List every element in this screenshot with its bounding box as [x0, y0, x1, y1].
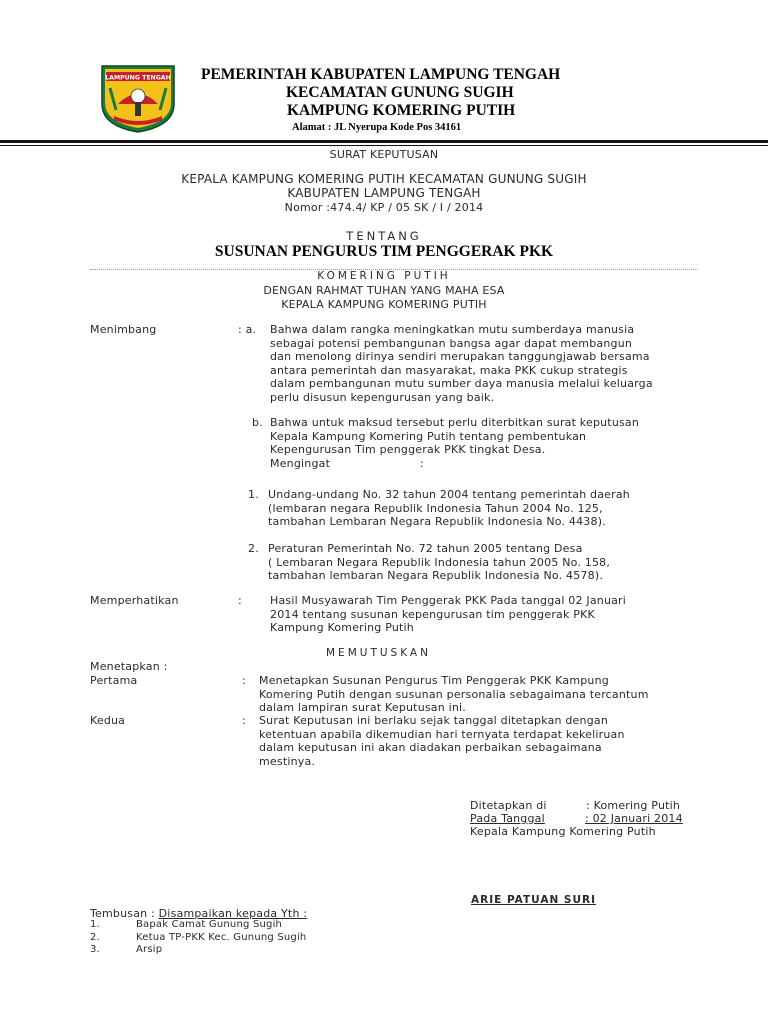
- pertama-text: [259, 674, 649, 715]
- list-item: [90, 944, 306, 957]
- list-item-text: Arsip: [136, 944, 163, 955]
- mengingat-item-1-number: 1.: [248, 488, 259, 501]
- pertama-colon: :: [242, 674, 246, 687]
- paragraph-line: Kepengurusan Tim penggerak PKK tingkat Desa.: [270, 443, 546, 457]
- header-government: PEMERINTAH KABUPATEN LAMPUNG TENGAH: [201, 66, 561, 83]
- header-district: KECAMATAN GUNUNG SUGIH: [286, 84, 514, 101]
- decree-authority-2: KABUPATEN LAMPUNG TENGAH: [287, 186, 481, 200]
- menimbang-a-text: [270, 323, 653, 405]
- tembusan-label: Tembusan :: [90, 907, 155, 920]
- decree-authority-1: KEPALA KAMPUNG KOMERING PUTIH KECAMATAN GUNUNG SUGIH: [181, 172, 587, 186]
- paragraph-line: Kepala Kampung Komering Putih tentang pembentukan: [270, 429, 587, 443]
- mengingat-item-1-text: [268, 488, 630, 529]
- ditetapkan-value: : Komering Putih: [586, 799, 681, 812]
- list-item-number: 3.: [90, 944, 100, 955]
- menimbang-label: Menimbang: [90, 323, 157, 336]
- header-address: Alamat : JL Nyerupa Kode Pos 34161: [292, 122, 462, 133]
- pertama-label: Pertama: [90, 674, 138, 687]
- paragraph-line: Bahwa dalam rangka meningkatkan mutu sumberdaya manusia: [270, 323, 635, 336]
- paragraph-line: dalam lampiran surat Keputusan ini.: [259, 701, 466, 715]
- paragraph-line: dalam pembangunan mutu sumber daya manusia melalui keluarga: [270, 377, 653, 391]
- mengingat-item-2-number: 2.: [248, 542, 259, 555]
- decree-subject: SUSUNAN PENGURUS TIM PENGGERAK PKK: [214, 243, 554, 260]
- mengingat-colon: :: [420, 457, 424, 470]
- memutuskan-heading: MEMUTUSKAN: [326, 647, 431, 659]
- tanggal-value: : 02 Januari 2014: [585, 812, 683, 825]
- paragraph-line: tambahan lembaran Negara Republik Indonesia No. 4578).: [268, 569, 604, 583]
- regency-emblem-icon: [100, 64, 176, 134]
- memperhatikan-text: [270, 594, 626, 635]
- paragraph-line: sebagai potensi pembangunan bangsa agar dapat membangun: [270, 336, 633, 350]
- tanggal-label: Pada Tanggal: [470, 812, 545, 825]
- memperhatikan-label: Memperhatikan: [90, 594, 179, 607]
- decree-number: Nomor :474.4/ KP / 05 SK / I / 2014: [284, 201, 484, 214]
- decree-title: SURAT KEPUTUSAN: [329, 148, 439, 161]
- paragraph-line: Bahwa untuk maksud tersebut perlu diterbitkan surat keputusan: [270, 416, 640, 429]
- list-item-text: Bapak Camat Gunung Sugih: [136, 919, 283, 930]
- paragraph-line: Peraturan Pemerintah No. 72 tahun 2005 tentang Desa: [268, 542, 583, 555]
- paragraph-line: Surat Keputusan ini berlaku sejak tanggal ditetapkan dengan: [259, 714, 608, 727]
- header-village: KAMPUNG KOMERING PUTIH: [287, 102, 516, 119]
- decree-tentang: TENTANG: [346, 229, 422, 243]
- paragraph-line: Komering Putih dengan susunan personalia sebagaimana tercantum: [259, 687, 649, 701]
- emblem-banner-text: LAMPUNG TENGAH: [105, 74, 171, 82]
- list-item-text: Ketua TP-PKK Kec. Gunung Sugih: [136, 931, 307, 943]
- memperhatikan-colon: :: [238, 594, 242, 607]
- list-item-number: 1.: [90, 919, 100, 930]
- list-item: [90, 932, 306, 945]
- ditetapkan-label: Ditetapkan di: [470, 799, 547, 812]
- paragraph-line: antara pemerintah dan masyarakat, maka PKK cukup strategis: [270, 363, 628, 377]
- tembusan-list: [90, 919, 306, 957]
- decree-kepala: KEPALA KAMPUNG KOMERING PUTIH: [281, 298, 487, 311]
- paragraph-line: mestinya.: [259, 754, 316, 768]
- paragraph-line: Kampung Komering Putih: [270, 621, 414, 635]
- list-item: [90, 919, 306, 932]
- kedua-colon: :: [242, 714, 246, 727]
- mengingat-label: Mengingat: [270, 457, 331, 470]
- kedua-text: [259, 714, 625, 768]
- paragraph-line: Menetapkan Susunan Pengurus Tim Penggerak PKK Kampung: [259, 674, 609, 687]
- menimbang-b-text: [270, 416, 639, 457]
- paragraph-line: perlu disusun kepengurusan yang baik.: [270, 390, 495, 404]
- tembusan-recipients-link[interactable]: Disampaikan kepada Yth :: [158, 907, 308, 920]
- paragraph-line: ketentuan apabila dikemudian hari ternyata terdapat kekeliruan: [259, 727, 625, 741]
- decree-rahmat: DENGAN RAHMAT TUHAN YANG MAHA ESA: [263, 284, 505, 297]
- menetapkan-label: Menetapkan :: [90, 660, 168, 673]
- paragraph-line: 2014 tentang susunan kepengurusan tim penggerak PKK: [270, 607, 595, 621]
- paragraph-line: (lembaran negara Republik Indonesia Tahun 2004 No. 125,: [268, 501, 603, 515]
- signatory-role: Kepala Kampung Komering Putih: [470, 825, 656, 838]
- mengingat-item-2-text: [268, 542, 610, 583]
- paragraph-line: dalam keputusan ini akan diadakan perbaikan sebagaimana: [259, 741, 602, 755]
- menimbang-marker-b: b.: [252, 416, 263, 429]
- header-divider-thick: [0, 140, 768, 143]
- signatory-name: ARIE PATUAN SURI: [471, 894, 597, 906]
- paragraph-line: Hasil Musyawarah Tim Penggerak PKK Pada tanggal 02 Januari: [270, 594, 627, 607]
- paragraph-line: dan menolong dirinya sendiri merupakan tanggungjawab bersama: [270, 350, 650, 364]
- menimbang-marker-a: : a.: [238, 323, 257, 336]
- paragraph-line: Undang-undang No. 32 tahun 2004 tentang pemerintah daerah: [268, 488, 630, 501]
- header-divider-thin: [0, 145, 768, 146]
- paragraph-line: ( Lembaran Negara Republik Indonesia tahun 2005 No. 158,: [268, 555, 611, 569]
- decree-village: KOMERING PUTIH: [317, 270, 451, 282]
- paragraph-line: tambahan Lembaran Negara Republik Indonesia No. 4438).: [268, 515, 606, 529]
- kedua-label: Kedua: [90, 714, 126, 727]
- list-item-number: 2.: [90, 931, 100, 943]
